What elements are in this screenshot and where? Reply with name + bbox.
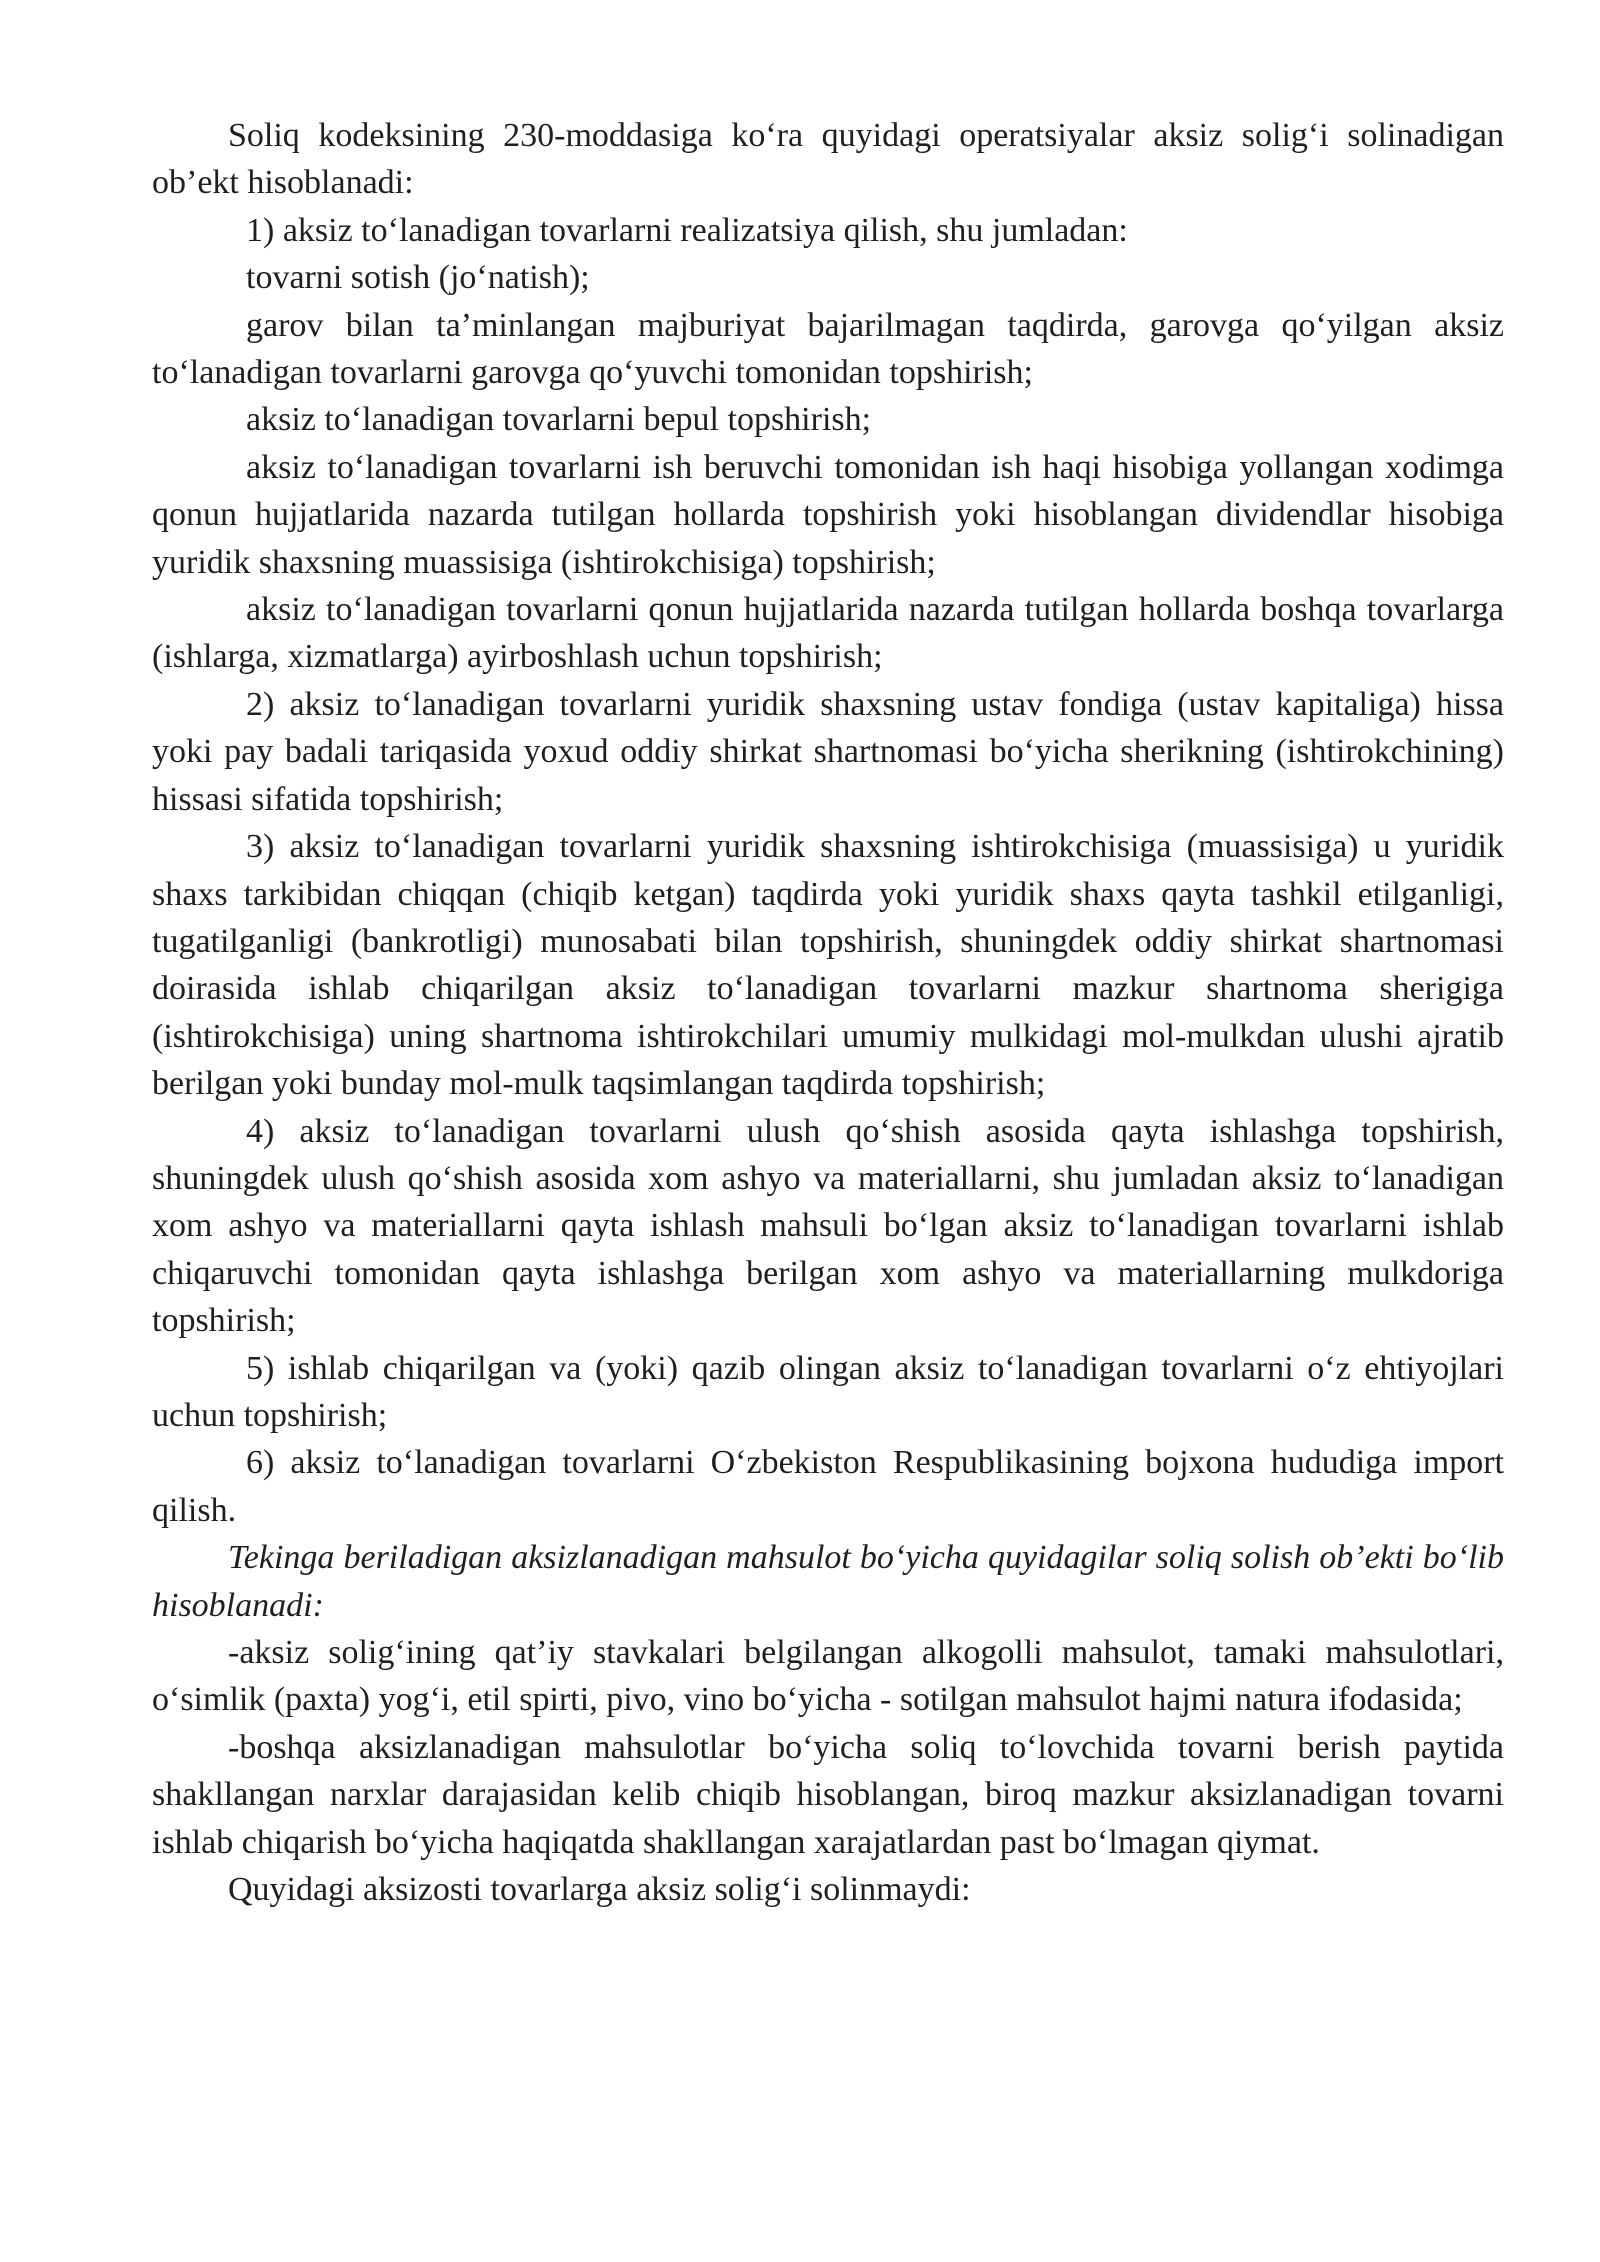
list-item-1: 1) aksiz to‘lanadigan tovarlarni realizatsiya qilish, shu jumladan: bbox=[246, 211, 1128, 249]
list-item-2: 2) aksiz to‘lanadigan tovarlarni yuridik shaxsning ustav fondiga (ustav kapitaliga) hissa yoki pay badali tariqasida yoxud oddiy shirkat shartnomasi bo‘yicha sherikning (ishtirokchining) hissasi sifatida topshirish; bbox=[152, 685, 1504, 818]
list-item-4: 4) aksiz to‘lanadigan tovarlarni ulush qo‘shish asosida qayta ishlashga topshirish, shuningdek ulush qo‘shish asosida xom ashyo va materiallarni, shu jumladan aksiz to‘lanadigan xom ashyo va materiallarni qayta ishlash mahsuli bo‘lgan aksiz to‘lanadigan tovarlarni ishlab chiqaruvchi tomonidan qayta ishlashga berilgan xom ashyo va materiallarning mulkdoriga topshirish; bbox=[152, 1112, 1504, 1340]
paragraph-pledge: garov bilan ta’minlangan majburiyat bajarilmagan taqdirda, garovga qo‘yilgan aksiz to‘lanadigan tovarlarni garovga qo‘yuvchi tomonidan topshirish; bbox=[152, 306, 1504, 392]
paragraph-intro: Soliq kodeksining 230-moddasiga ko‘ra quyidagi operatsiyalar aksiz solig‘i solinadigan ob’ekt hisoblanadi: bbox=[152, 117, 1504, 202]
list-item-3: 3) aksiz to‘lanadigan tovarlarni yuridik shaxsning ishtirokchisiga (muassisiga) u yuridik shaxs tarkibidan chiqqan (chiqib ketgan) taqdirda yoki yuridik shaxs qayta tashkil etilganligi, tugatilganligi (bankrotligi) munosabati bilan topshirish, shuningdek oddiy shirkat shartnomasi doirasida ishlab chiqarilgan aksiz to‘lanadigan tovarlarni mazkur shartnoma sherigiga (ishtirokchisiga) uning shartnoma ishtirokchilari umumiy mulkidagi mol-mulkdan ulushi ajratib berilgan yoki bunday mol-mulk taqsimlangan taqdirda topshirish; bbox=[152, 828, 1504, 1103]
list-item-6: 6) aksiz to‘lanadigan tovarlarni O‘zbekiston Respublikasining bojxona hududiga import qilish. bbox=[152, 1444, 1504, 1529]
paragraph-free-transfer: aksiz to‘lanadigan tovarlarni bepul topshirish; bbox=[246, 401, 872, 439]
paragraph-fixed-rates: -aksiz solig‘ining qat’iy stavkalari belgilangan alkogolli mahsulot, tamaki mahsulotlari, o‘simlik (paxta) yog‘i, etil spirti, pivo, vino bo‘yicha - sotilgan mahsulot hajmi natura ifodasida; bbox=[152, 1634, 1504, 1719]
document-page bbox=[152, 112, 1504, 1913]
paragraph-other-products: -boshqa aksizlanadigan mahsulotlar bo‘yicha soliq to‘lovchida tovarni berish paytida shakllangan narxlar darajasidan kelib chiqib hisoblangan, biroq mazkur aksizlanadigan tovarni ishlab chiqarish bo‘yicha haqiqatda shakllangan xarajatlardan past bo‘lmagan qiymat. bbox=[152, 1728, 1504, 1861]
paragraph-exchange: aksiz to‘lanadigan tovarlarni qonun hujjatlarida nazarda tutilgan hollarda boshqa tovarlarga (ishlarga, xizmatlarga) ayirboshlash uchun topshirish; bbox=[152, 591, 1504, 676]
paragraph-wages-dividends: aksiz to‘lanadigan tovarlarni ish beruvchi tomonidan ish haqi hisobiga yollangan xodimga qonun hujjatlarida nazarda tutilgan hollarda topshirish yoki hisoblangan dividendlar hisobiga yuridik shaxsning muassisiga (ishtirokchisiga) topshirish; bbox=[152, 448, 1504, 581]
paragraph-exempt-goods: Quyidagi aksizosti tovarlarga aksiz solig‘i solinmaydi: bbox=[228, 1871, 971, 1909]
italic-heading-free-products: Tekinga beriladigan aksizlanadigan mahsulot bo‘yicha quyidagilar soliq solish ob’ekti bo‘lib hisoblanadi: bbox=[152, 1539, 1504, 1624]
list-item-5: 5) ishlab chiqarilgan va (yoki) qazib olingan aksiz to‘lanadigan tovarlarni o‘z ehtiyojlari uchun topshirish; bbox=[152, 1349, 1504, 1434]
paragraph-sale: tovarni sotish (jo‘natish); bbox=[246, 259, 590, 297]
